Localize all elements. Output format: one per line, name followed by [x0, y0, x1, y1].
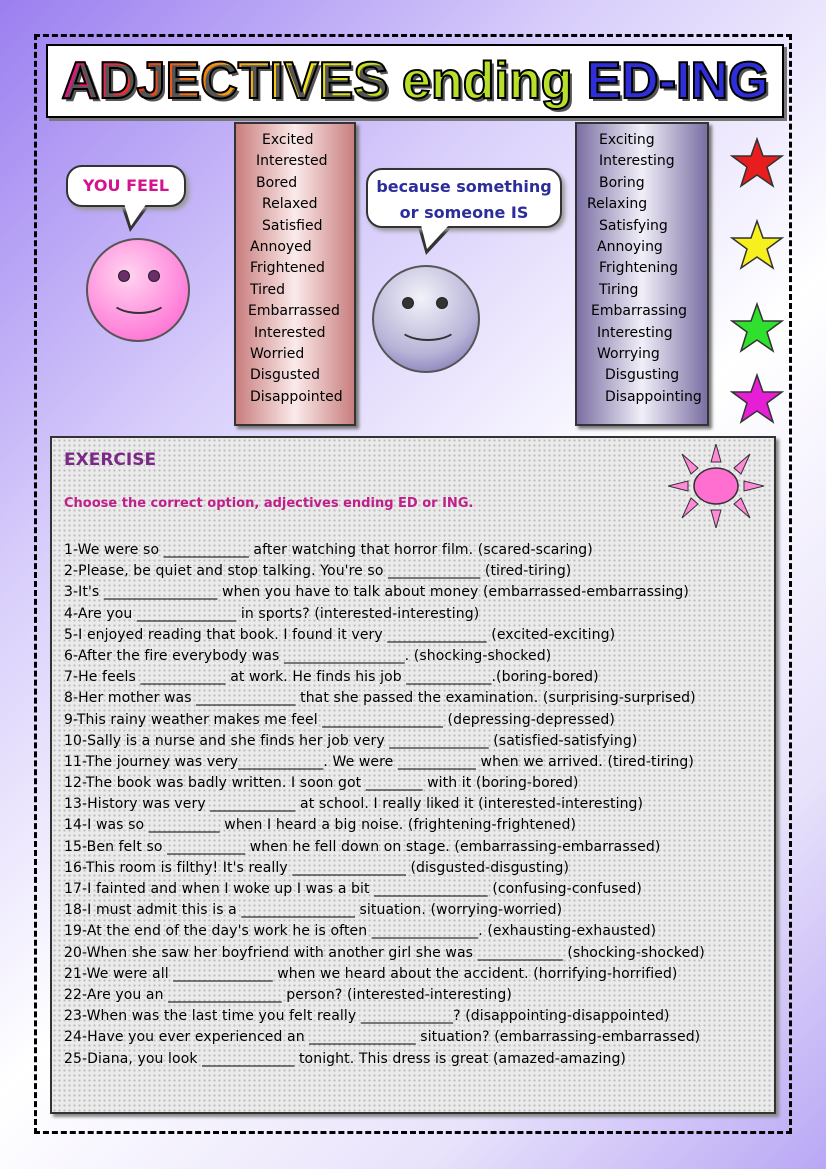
- title-word-ending: ending: [402, 52, 573, 110]
- ing-adjective-item: Satisfying: [599, 217, 668, 234]
- ing-adjective-item: Embarrassing: [591, 303, 688, 320]
- exercise-item: 1-We were so ____________ after watching that horror film. (scared-scaring): [64, 542, 593, 558]
- magenta-star-icon: [730, 373, 784, 425]
- red-star-icon: [730, 137, 784, 189]
- ing-adjective-item: Interesting: [599, 153, 675, 170]
- because-line-1: because something: [376, 177, 552, 196]
- ed-adjective-item: Satisfied: [262, 217, 323, 234]
- exercise-item: 15-Ben felt so ___________ when he fell down on stage. (embarrassing-embarrassed): [64, 838, 661, 855]
- exercise-item: 5-I enjoyed reading that book. I found it very ______________ (excited-exciting): [64, 626, 616, 643]
- because-line-2: or someone IS: [399, 203, 529, 222]
- title-word-ed-ing: ED-ING: [586, 52, 769, 110]
- exercise-item: 3-It's ________________ when you have to talk about money (embarrassed-embarrassing): [64, 584, 689, 601]
- exercise-item: 2-Please, be quiet and stop talking. You're so _____________ (tired-tiring): [64, 563, 572, 580]
- exercise-item: 14-I was so __________ when I heard a big noise. (frightening-frightened): [64, 817, 577, 834]
- title-banner: [46, 44, 784, 118]
- bubble-tail-inner: [123, 200, 149, 226]
- ing-adjectives-list: [575, 122, 709, 426]
- eye: [148, 270, 160, 282]
- ed-adjectives-list: [234, 122, 356, 426]
- exercise-item: 4-Are you ______________ in sports? (interested-interesting): [64, 605, 480, 622]
- exercise-item: 8-Her mother was ______________ that she passed the examination. (surprising-surprised): [64, 690, 696, 707]
- ed-adjective-item: Bored: [256, 174, 298, 191]
- ed-adjective-item: Frightened: [250, 260, 325, 277]
- ed-adjective-item: Interested: [256, 153, 328, 170]
- grey-smiley-face: [372, 265, 480, 373]
- exercise-item: 12-The book was badly written. I soon got ________ with it (boring-bored): [64, 775, 579, 792]
- ed-adjective-item: Interested: [254, 324, 326, 341]
- ed-adjective-item: Excited: [262, 132, 314, 148]
- eye: [436, 297, 448, 309]
- exercise-item: 24-Have you ever experienced an _______________ situation? (embarrassing-embarrassed): [64, 1029, 701, 1046]
- exercise-item: 13-History was very ____________ at school. I really liked it (interested-interesting): [64, 796, 644, 813]
- exercise-list: [64, 540, 705, 1070]
- exercise-instruction: Choose the correct option, adjectives ending ED or ING.: [64, 496, 474, 511]
- yellow-star-icon: [730, 219, 784, 271]
- exercise-item: 9-This rainy weather makes me feel _________________ (depressing-depressed): [64, 711, 615, 728]
- exercise-item: 25-Diana, you look _____________ tonight. This dress is great (amazed-amazing): [64, 1050, 626, 1067]
- eye: [402, 297, 414, 309]
- ed-adjective-item: Disappointed: [250, 388, 343, 405]
- exercise-item: 7-He feels ____________ at work. He finds his job ____________.(boring-bored): [64, 669, 599, 686]
- ing-adjective-item: Frightening: [599, 260, 679, 277]
- title-word-adjectives: ADJECTIVES: [61, 52, 389, 110]
- ed-adjective-item: Embarrassed: [248, 303, 340, 320]
- exercise-item: 10-Sally is a nurse and she finds her job very ______________ (satisfied-satisfying): [64, 732, 638, 749]
- ed-adjective-item: Disgusted: [250, 367, 321, 384]
- green-star-icon: [730, 302, 784, 354]
- exercise-item: 19-At the end of the day's work he is often _______________. (exhausting-exhausted): [64, 923, 657, 940]
- exercise-panel: [50, 436, 776, 1114]
- exercise-title: EXERCISE: [64, 450, 157, 470]
- exercise-item: 18-I must admit this is a ________________ situation. (worrying-worried): [64, 902, 563, 919]
- ing-adjective-item: Boring: [599, 174, 645, 191]
- ed-adjective-item: Annoyed: [250, 238, 312, 255]
- ing-adjective-item: Exciting: [599, 132, 655, 148]
- ing-adjective-item: Interesting: [597, 324, 673, 341]
- bubble-tail-inner: [421, 225, 449, 249]
- ing-adjective-item: Disgusting: [605, 367, 680, 384]
- eye: [118, 270, 130, 282]
- mouth: [110, 284, 168, 314]
- ing-adjective-item: Relaxing: [587, 196, 648, 213]
- exercise-item: 23-When was the last time you felt really _____________? (disappointing-disappointed): [64, 1008, 670, 1025]
- exercise-item: 22-Are you an ________________ person? (interested-interesting): [64, 986, 512, 1003]
- because-bubble: [366, 168, 562, 228]
- mouth: [398, 311, 458, 341]
- sun-icon: [668, 444, 764, 528]
- ing-adjective-item: Worrying: [597, 345, 660, 362]
- exercise-item: 16-This room is filthy! It's really ________________ (disgusted-disgusting): [64, 859, 570, 876]
- exercise-item: 6-After the fire everybody was _________________. (shocking-shocked): [64, 647, 552, 664]
- ing-adjective-item: Annoying: [597, 238, 663, 255]
- ing-adjective-item: Disappointing: [605, 388, 702, 405]
- exercise-item: 20-When she saw her boyfriend with another girl she was ____________ (shocking-shocked): [64, 944, 705, 961]
- ed-adjective-item: Relaxed: [262, 196, 318, 213]
- exercise-item: 11-The journey was very____________. We were ___________ when we arrived. (tired-tiring): [64, 753, 694, 770]
- exercise-item: 21-We were all ______________ when we heard about the accident. (horrifying-horrified): [64, 965, 678, 982]
- ed-adjective-item: Worried: [250, 345, 305, 362]
- exercise-item: 17-I fainted and when I woke up I was a bit ________________ (confusing-confused): [64, 881, 642, 897]
- pink-smiley-face: [86, 238, 190, 342]
- you-feel-text: YOU FEEL: [82, 176, 170, 195]
- ing-adjective-item: Tiring: [599, 281, 639, 298]
- ed-adjective-item: Tired: [250, 281, 285, 298]
